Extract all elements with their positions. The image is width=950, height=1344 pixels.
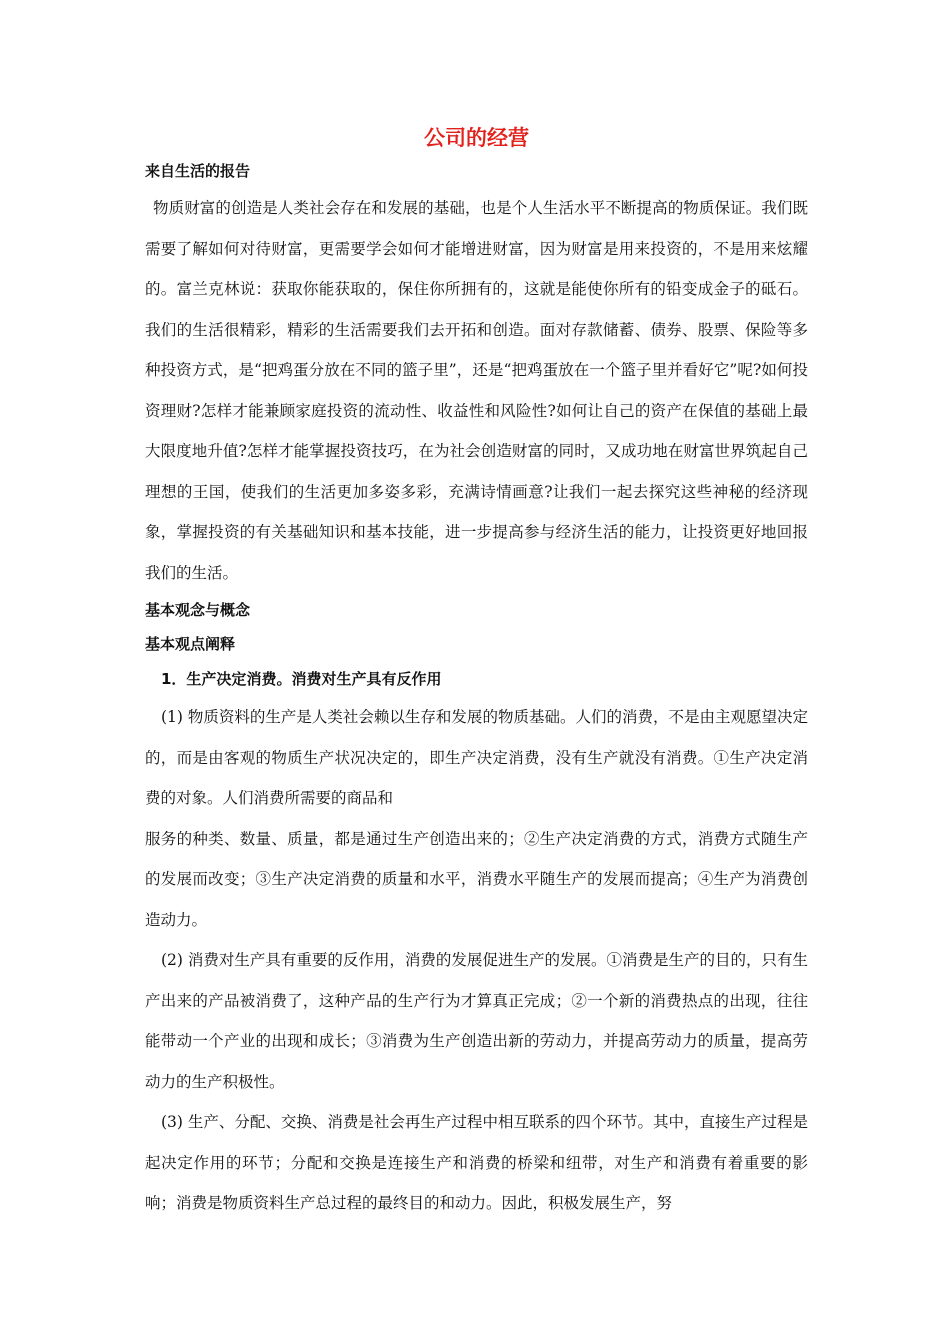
paragraph-3: (3) 生产、分配、交换、消费是社会再生产过程中相互联系的四个环节。其中，直接生产过程是起决定作用的环节；分配和交换是连接生产和消费的桥梁和纽带，对生产和消费有着重要的影响；消费是物质资料生产总过程的最终目的和动力。因此，积极发展生产，努 — [145, 1113, 808, 1212]
section-heading-explanation: 基本观点阐释 — [145, 635, 236, 653]
section-heading-concepts: 基本观念与概念 — [145, 601, 251, 619]
document-title: 公司的经营 — [424, 126, 529, 150]
intro-paragraph: 物质财富的创造是人类社会存在和发展的基础，也是个人生活水平不断提高的物质保证。我们既需要了解如何对待财富，更需要学会如何才能增进财富，因为财富是用来投资的，不是用来炫耀的。富兰克林说：获取你能获取的，保住你所拥有的，这就是能使你所有的铅变成金子的砥石。我们的生活很精彩，精彩的生活需要我们去开拓和创造。面对存款储蓄、债券、股票、保险等多种投资方式，是“把鸡蛋分放在不同的篮子里”，还是“把鸡蛋放在一个篮子里并看好它”呢?如何投资理财?怎样才能兼顾家庭投资的流动性、收益性和风险性?如何让自己的资产在保值的基础上最大限度地升值?怎样才能掌握投资技巧，在为社会创造财富的同时，又成功地在财富世界筑起自己理想的王国，使我们的生活更加多姿多彩，充满诗情画意?让我们一起去探究这些神秘的经济现象，掌握投资的有关基础知识和基本技能，进一步提高参与经济生活的能力，让投资更好地回报我们的生活。 — [145, 199, 808, 582]
document-body — [145, 118, 808, 1224]
point-1-heading: 1．生产决定消费。消费对生产具有反作用 — [161, 670, 442, 688]
paragraph-1-part-1: (1) 物质资料的生产是人类社会赖以生存和发展的物质基础。人们的消费，不是由主观愿望决定的，而是由客观的物质生产状况决定的，即生产决定消费，没有生产就没有消费。①生产决定消费的对象。人们消费所需要的商品和 — [145, 708, 808, 807]
paragraph-2: (2) 消费对生产具有重要的反作用，消费的发展促进生产的发展。①消费是生产的目的，只有生产出来的产品被消费了，这种产品的生产行为才算真正完成；②一个新的消费热点的出现，往往能带动一个产业的出现和成长；③消费为生产创造出新的劳动力，并提高劳动力的质量，提高劳动力的生产积极性。 — [145, 951, 808, 1091]
paragraph-1-part-2: 服务的种类、数量、质量，都是通过生产创造出来的；②生产决定消费的方式，消费方式随生产的发展而改变；③生产决定消费的质量和水平，消费水平随生产的发展而提高；④生产为消费创造动力。 — [145, 829, 808, 929]
section-heading-life-report: 来自生活的报告 — [145, 162, 251, 180]
